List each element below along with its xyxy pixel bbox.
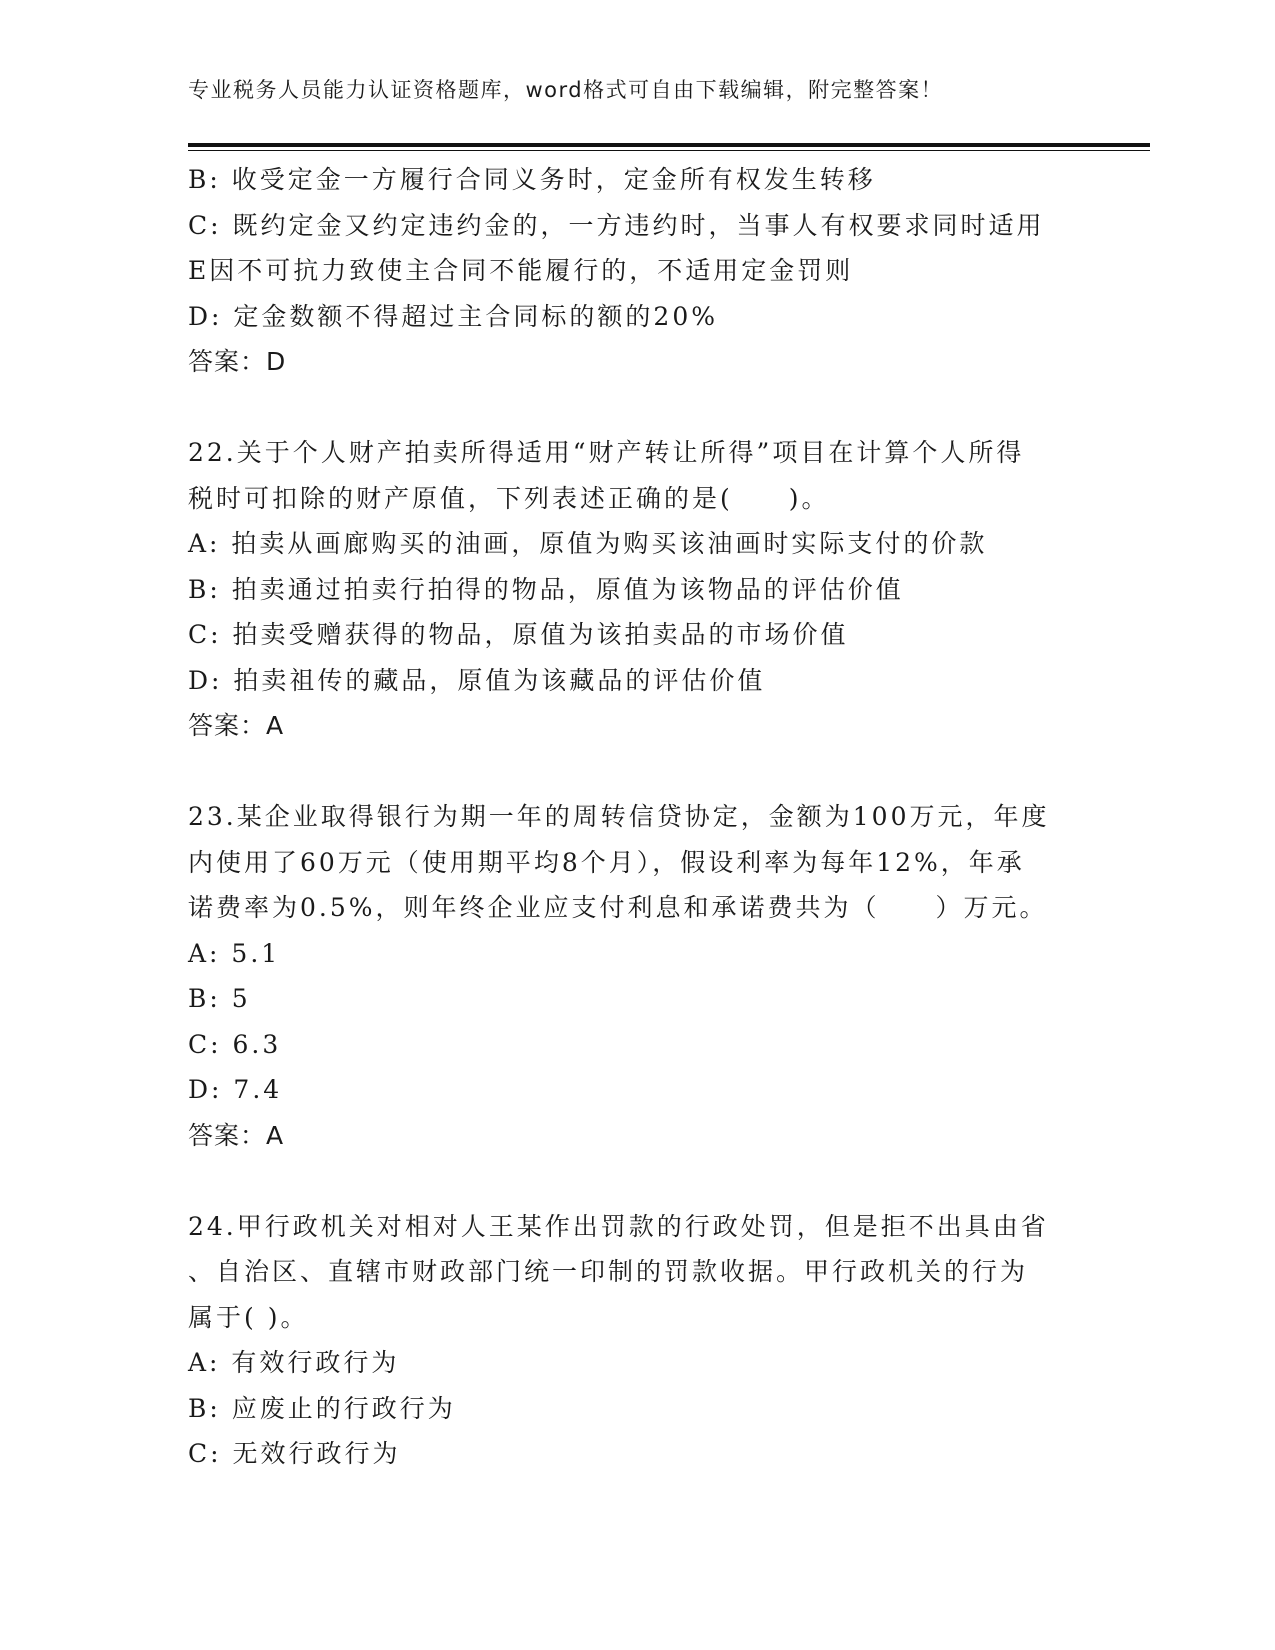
question-content	[188, 157, 1088, 1477]
option-line: B: 应废止的行政行为	[188, 1393, 456, 1423]
option-line: C: 拍卖受赠获得的物品，原值为该拍卖品的市场价值	[188, 620, 849, 649]
question-23	[188, 794, 1088, 1158]
option-line: C: 既约定金又约定违约金的，一方违约时，当事人有权要求同时适用	[188, 210, 1045, 240]
question-24	[188, 1204, 1088, 1477]
answer-line: 答案：D	[188, 347, 287, 376]
option-line: A: 拍卖从画廊购买的油画，原值为购买该油画时实际支付的价款	[188, 529, 988, 558]
question-stem-line: 诺费率为0.5%，则年终企业应支付利息和承诺费共为（ ）万元。	[188, 893, 1048, 922]
option-line: C: 6.3	[188, 1029, 282, 1059]
option-line: D: 拍卖祖传的藏品，原值为该藏品的评估价值	[188, 665, 766, 695]
header-divider-thin	[188, 150, 1150, 151]
question-spacer	[188, 749, 1088, 795]
option-line: B: 拍卖通过拍卖行拍得的物品，原值为该物品的评估价值	[188, 574, 904, 604]
question-stem-line: 、自治区、直辖市财政部门统一印制的罚款收据。甲行政机关的行为	[188, 1257, 1029, 1286]
answer-line: 答案：A	[188, 711, 285, 740]
answer-line: 答案：A	[188, 1120, 285, 1150]
question-21-tail	[188, 157, 1088, 385]
question-spacer	[188, 1158, 1088, 1204]
option-line: B: 5	[188, 984, 251, 1013]
option-line: D: 7.4	[188, 1075, 283, 1104]
option-line: E因不可抗力致使主合同不能履行的，不适用定金罚则	[188, 256, 854, 285]
option-line: C: 无效行政行为	[188, 1439, 401, 1468]
question-22	[188, 430, 1088, 749]
question-stem-line: 24.甲行政机关对相对人王某作出罚款的行政处罚，但是拒不出具由省	[188, 1211, 1049, 1241]
question-stem-line: 23.某企业取得银行为期一年的周转信贷协定，金额为100万元，年度	[188, 802, 1050, 831]
page-header: 专业税务人员能力认证资格题库，word格式可自由下载编辑，附完整答案！	[188, 78, 944, 102]
question-stem-line: 22.关于个人财产拍卖所得适用“财产转让所得”项目在计算个人所得	[188, 438, 1025, 467]
option-line: D: 定金数额不得超过主合同标的额的20%	[188, 301, 718, 331]
header-divider-thick	[188, 143, 1150, 147]
question-stem-line: 内使用了60万元（使用期平均8个月），假设利率为每年12%，年承	[188, 847, 1025, 877]
option-line: A: 5.1	[188, 938, 281, 968]
option-line: A: 有效行政行为	[188, 1348, 400, 1377]
question-stem-line: 税时可扣除的财产原值，下列表述正确的是( )。	[188, 483, 830, 513]
question-spacer	[188, 385, 1088, 431]
option-line: B: 收受定金一方履行合同义务时，定金所有权发生转移	[188, 165, 876, 194]
question-stem-line: 属于( )。	[188, 1302, 309, 1332]
